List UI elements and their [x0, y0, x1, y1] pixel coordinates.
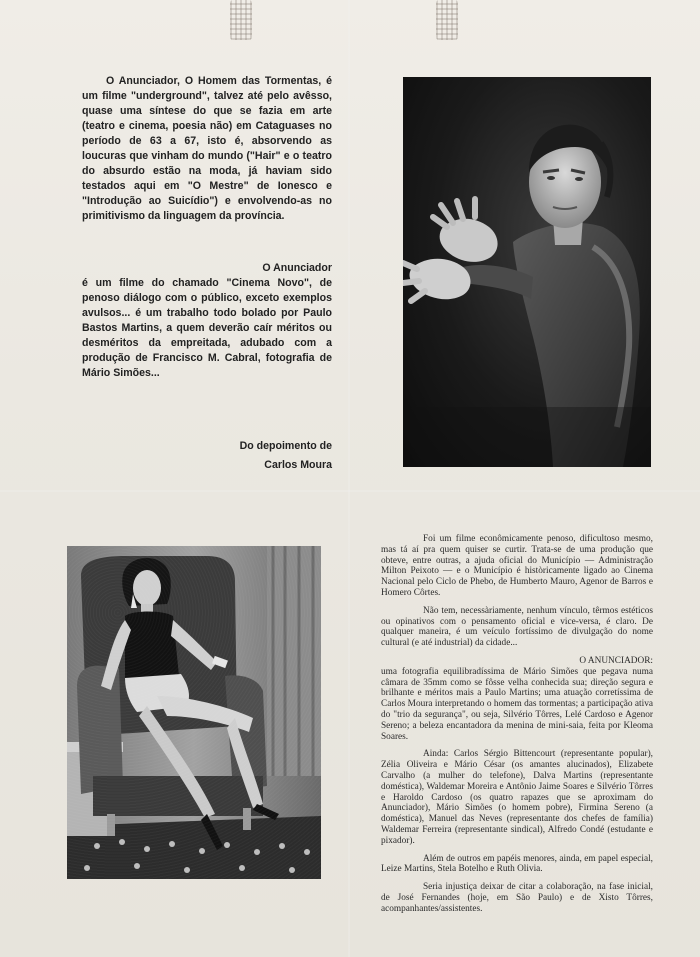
intro-text: O Anunciador, O Homem das Tormentas, é um filme "underground", talvez até pelo avêsso, quase uma síntese do que se fazia em arte (teatro e cinema, poesia não) em Cataguases no período de 63 a 67, isto é, absorvendo as loucuras que vinham do mundo ("Hair" e o teatro do absurdo estão na moda, já haviam sido testados aqui em "O Mestre" de Ionesco e "Introdução ao Suicídio") e envolvendo-as no primitivismo da linguagem da província.	[82, 75, 332, 222]
paragraph-heading: O Anunciador	[262, 262, 332, 274]
staple-mark-left	[230, 0, 252, 40]
minor-roles-paragraph: Além de outros em papéis menores, ainda, em papel especial, Leize Martins, Stela Botelho e Ruth Olivia.	[381, 853, 653, 875]
acknowledgements-paragraph: Seria injustiça deixar de citar a colaboração, na fase inicial, de José Fernandes (hoje, em São Paulo) e de Xisto Tôrres, acompanhantes/assistentes.	[381, 882, 653, 914]
cinema-novo-text: é um filme do chamado "Cinema Novo", de penoso diálogo com o público, exceto exemplos avulsos... é um trabalho todo bolado por Paulo Bastos Martins, a quem deverão caír méritos ou desméritos da empreitada, adubado com a produção de Francisco M. Cabral, fotografia de Mário Simões...	[82, 277, 332, 379]
anunciador-heading: O ANUNCIADOR:	[579, 655, 653, 666]
photo-woman-illustration	[67, 546, 321, 879]
cast-paragraph: Ainda: Carlos Sérgio Bittencourt (representante popular), Zélia Oliveira e Mário César (os amantes alucinados), Elizabete Carvalho (a mulher do telefone), Dalva Martins (representante doméstica), Waldemar Moreira e Antônio Jaime Soares e Silvério Tôrres e Haroldo Cardoso (os quatro rapazes que se aproximam do Anunciador), Mário Simões (o homem pobre), Firmina Sereno (a doméstica), Manuel das Neves (representante dos chefes de família) Waldemar Ferreira (representante sindical), Alfredo Condé (estudante e pixador).	[381, 749, 653, 846]
production-paragraph-1: Foi um filme econômicamente penoso, dificultoso mesmo, mas tá aí pra quem quiser se curtir. Trata-se de uma produção que obteve, entre outras, a ajuda oficial do Município — Administração Milton Peixoto — e o Município é històricamente ligado ao Cinema Nacional pelo Ciclo de Phebo, de Humberto Mauro, Agenor de Barros e Homero Côrtes.	[381, 534, 653, 598]
paper-fold-horizontal	[0, 490, 700, 492]
photo-woman-seated	[67, 546, 321, 879]
production-paragraph-3: uma fotografia equilibradíssima de Mário Simões que pegava numa câmara de 35mm como se fôsse velha conhecida sua; direção segura e brilhante e méritos mais a Paulo Martins; uma atuação corretíssima de Carlos Moura interpretando o homem das tormentas; a participação ativa do "trio da segurança", ou seja, Silvério Tôrres, Lelé Cardoso e Agenor Sereno; a beleza encantadora da menina de mini-saia, feita por Kleoma Soares.	[381, 666, 653, 742]
signature-line-1: Do depoimento de	[239, 440, 332, 452]
photo-man-gesturing	[403, 77, 651, 467]
cinema-novo-paragraph	[82, 261, 332, 381]
photo-man-illustration	[403, 77, 651, 467]
intro-paragraph	[82, 74, 332, 224]
paper-fold-vertical	[348, 0, 350, 957]
staple-mark-right	[436, 0, 458, 40]
signature-block	[180, 437, 332, 475]
production-paragraph-2: Não tem, necessàriamente, nenhum vínculo, têrmos estéticos ou opinativos com o pensamento oficial e vice-versa, é claro. De qualquer maneira, é um veículo fortíssimo de divulgação do nome cultural (e até industrial) da cidade...	[381, 605, 653, 649]
production-notes	[381, 534, 653, 922]
signature-line-2: Carlos Moura	[264, 459, 332, 471]
